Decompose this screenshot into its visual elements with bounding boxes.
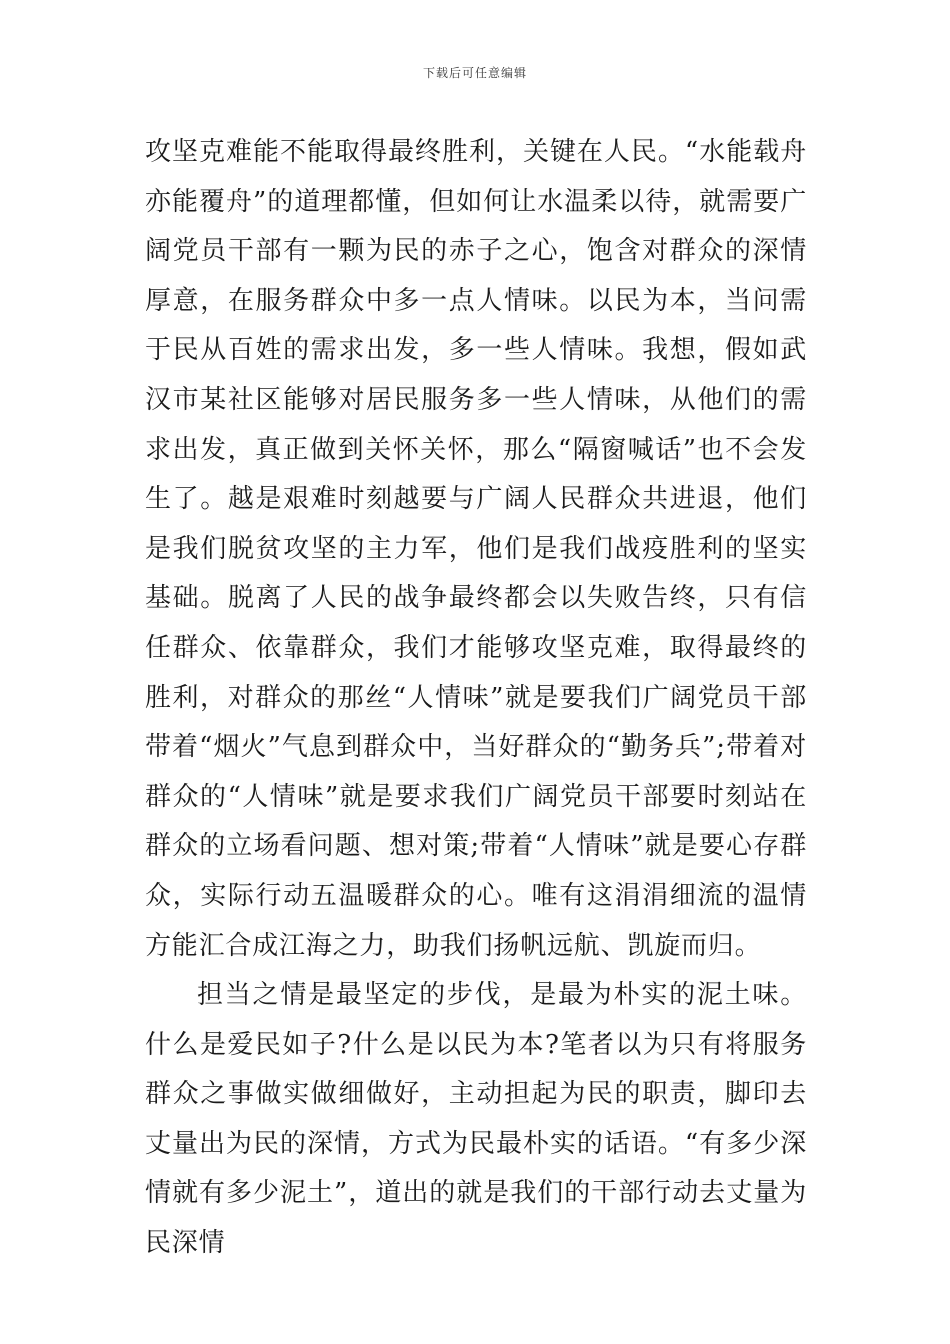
document-body <box>145 128 807 1269</box>
page-header: 下载后可任意编辑 <box>422 66 527 80</box>
paragraph-people-warmth: 攻坚克难能不能取得最终胜利，关键在人民。“水能载舟亦能覆舟”的道理都懂，但如何让水温柔以待，就需要广阔党员干部有一颗为民的赤子之心，饱含对群众的深情厚意，在服务群众中多一点人情味。以民为本，当问需于民从百姓的需求出发，多一些人情味。我想，假如武汉市某社区能够对居民服务多一些人情味，从他们的需求出发，真正做到关怀关怀，那么“隔窗喊话”也不会发生了。越是艰难时刻越要与广阔人民群众共进退，他们是我们脱贫攻坚的主力军，他们是我们战疫胜利的坚实基础。脱离了人民的战争最终都会以失败告终，只有信任群众、依靠群众，我们才能够攻坚克难，取得最终的胜利，对群众的那丝“人情味”就是要我们广阔党员干部带着“烟火”气息到群众中，当好群众的“勤务兵”;带着对群众的“人情味”就是要求我们广阔党员干部要时刻站在群众的立场看问题、想对策;带着“人情味”就是要心存群众，实际行动五温暖群众的心。唯有这涓涓细流的温情方能汇合成江海之力，助我们扬帆远航、凯旋而归。 <box>145 137 807 961</box>
paragraph-responsibility: 担当之情是最坚定的步伐，是最为朴实的泥土味。什么是爱民如子?什么是以民为本?笔者以为只有将服务群众之事做实做细做好，主动担起为民的职责，脚印去丈量出为民的深情，方式为民最朴实的话语。“有多少深情就有多少泥土”，道出的就是我们的干部行动去丈量为民深情 <box>145 980 807 1259</box>
